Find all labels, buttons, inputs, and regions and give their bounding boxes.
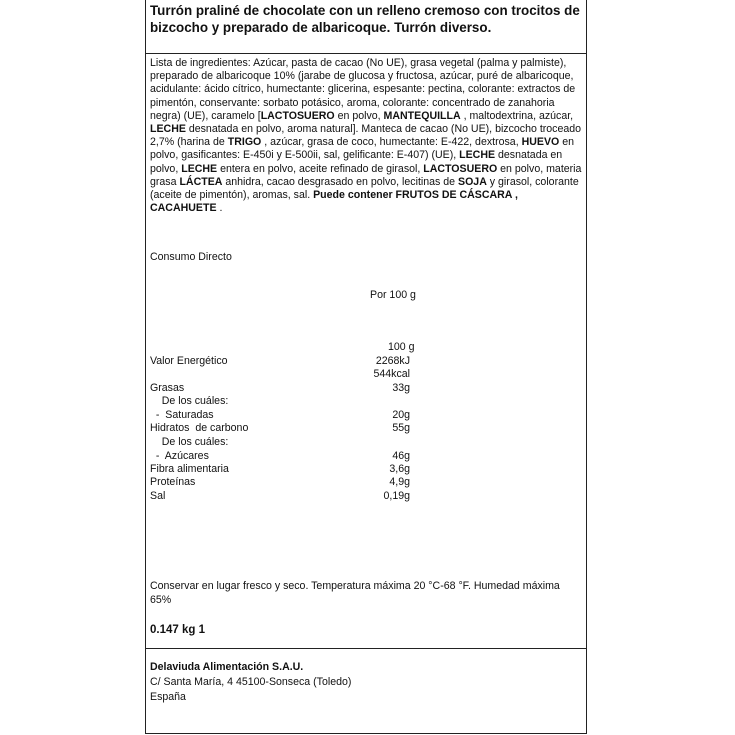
ingredient-text: . — [216, 202, 223, 215]
per-100g-label: Por 100 g — [370, 289, 416, 301]
nutrition-row-salt — [150, 490, 430, 504]
ingredient-text: en polvo, gasificantes: E-450i y E-500ii, sal, gelificante: E-407) (UE), — [150, 136, 574, 162]
nutrient-value: 0,19g — [383, 490, 410, 502]
nutrient-label: Hidratos de carbono — [150, 422, 249, 434]
nutrient-label: Proteínas — [150, 476, 196, 488]
company-address: C/ Santa María, 4 45100-Sonseca (Toledo) — [150, 676, 352, 688]
nutrient-label: Sal — [150, 490, 166, 502]
allergen-text: LECHE — [181, 162, 218, 175]
nutrient-label: Grasas — [150, 382, 185, 394]
company-country: España — [150, 691, 186, 703]
ingredient-text: y girasol, colorante (aceite de pimentón), aromas, sal. — [150, 175, 579, 202]
nutrient-label: Valor Energético — [150, 355, 228, 367]
ingredient-text: , azúcar, grasa de coco, humectante: E-422, dextrosa, — [261, 136, 522, 149]
nutrition-row-protein — [150, 476, 430, 490]
product-title: Turrón praliné de chocolate con un relleno cremoso con trocitos de bizcocho y preparado de albaricoque. Turrón diverso. — [150, 3, 580, 35]
allergen-text: LECHE — [150, 123, 186, 136]
nutrition-row-saturated — [150, 409, 430, 423]
ingredient-text: en polvo, — [334, 109, 384, 122]
nutrition-row-fibre — [150, 463, 430, 477]
nutrient-value: 20g — [392, 409, 410, 421]
ingredient-text: , maltodextrina, azúcar, — [460, 109, 574, 122]
allergen-text: LACTOSUERO — [423, 162, 498, 175]
nutrition-row-energy-kj — [150, 355, 430, 369]
nutrient-value: 55g — [392, 422, 410, 434]
consumption-note: Consumo Directo — [150, 251, 232, 263]
ingredient-text: anhidra, cacao desgrasado en polvo, lecitinas de — [222, 175, 458, 188]
ingredient-text: en polvo, materia grasa — [150, 162, 582, 188]
ingredient-text: entera en polvo, aceite refinado de girasol, — [217, 162, 424, 175]
nutrient-value: 544kcal — [373, 368, 410, 380]
nutrient-value: 46g — [392, 450, 410, 462]
allergen-text: LECHE — [459, 149, 496, 162]
allergen-text: Puede contener FRUTOS DE CÁSCARA , CACAHUETE — [150, 189, 518, 215]
nutrition-column-header: 100 g — [388, 341, 415, 353]
allergen-text: LÁCTEA — [179, 175, 223, 188]
nutrient-label: - Azúcares — [150, 450, 209, 462]
nutrient-label: De los cuáles: — [150, 395, 229, 407]
allergen-text: LACTOSUERO — [260, 109, 335, 122]
nutrient-label: De los cuáles: — [150, 436, 229, 448]
nutrient-value: 3,6g — [389, 463, 410, 475]
allergen-text: TRIGO — [227, 136, 262, 149]
nutrition-row-carbohydrates — [150, 422, 430, 436]
net-weight: 0.147 kg 1 — [150, 624, 205, 636]
allergen-text: HUEVO — [521, 136, 560, 149]
storage-instructions: Conservar en lugar fresco y seco. Temperatura máxima 20 °C-68 °F. Humedad máxima 65% — [150, 580, 560, 606]
company-name: Delaviuda Alimentación S.A.U. — [150, 661, 304, 673]
nutrition-row-sugars — [150, 450, 430, 464]
ingredient-text: desnatada en polvo, — [150, 149, 563, 175]
ingredient-text: desnatada en polvo, aroma natural]. Manteca de cacao (No UE), bizcocho troceado 2,7% (harina de — [150, 123, 582, 149]
allergen-text: MANTEQUILLA — [383, 109, 461, 122]
ingredient-text: Lista de ingredientes: Azúcar, pasta de cacao (No UE), grasa vegetal (palma y palmiste), preparado de albaricoque 10% (jarabe de glucosa y fructosa, azúcar, puré de albaricoque, acidulante: ácido cítrico, humectante: glicerina, espesante: pectina, colorante: extractos de pimentón, conservante: sorbato potásico, aroma, colorante: concentrado de zanahoria negra) (UE), caramelo [ — [150, 57, 576, 122]
nutrition-row-energy-kcal — [150, 368, 430, 382]
allergen-text: SOJA — [458, 175, 487, 188]
nutrient-value: 33g — [392, 382, 410, 394]
nutrient-value: 4,9g — [389, 476, 410, 488]
title-divider — [146, 53, 586, 54]
nutrition-row-fat-of-which — [150, 395, 430, 409]
nutrient-label: Fibra alimentaria — [150, 463, 229, 475]
ingredients-list — [150, 57, 584, 215]
company-divider — [146, 648, 586, 649]
nutrient-value: 2268kJ — [375, 355, 410, 367]
nutrition-row-carbs-of-which — [150, 436, 430, 450]
nutrient-label: - Saturadas — [150, 409, 214, 421]
nutrition-row-fat — [150, 382, 430, 396]
company-info — [150, 660, 351, 705]
